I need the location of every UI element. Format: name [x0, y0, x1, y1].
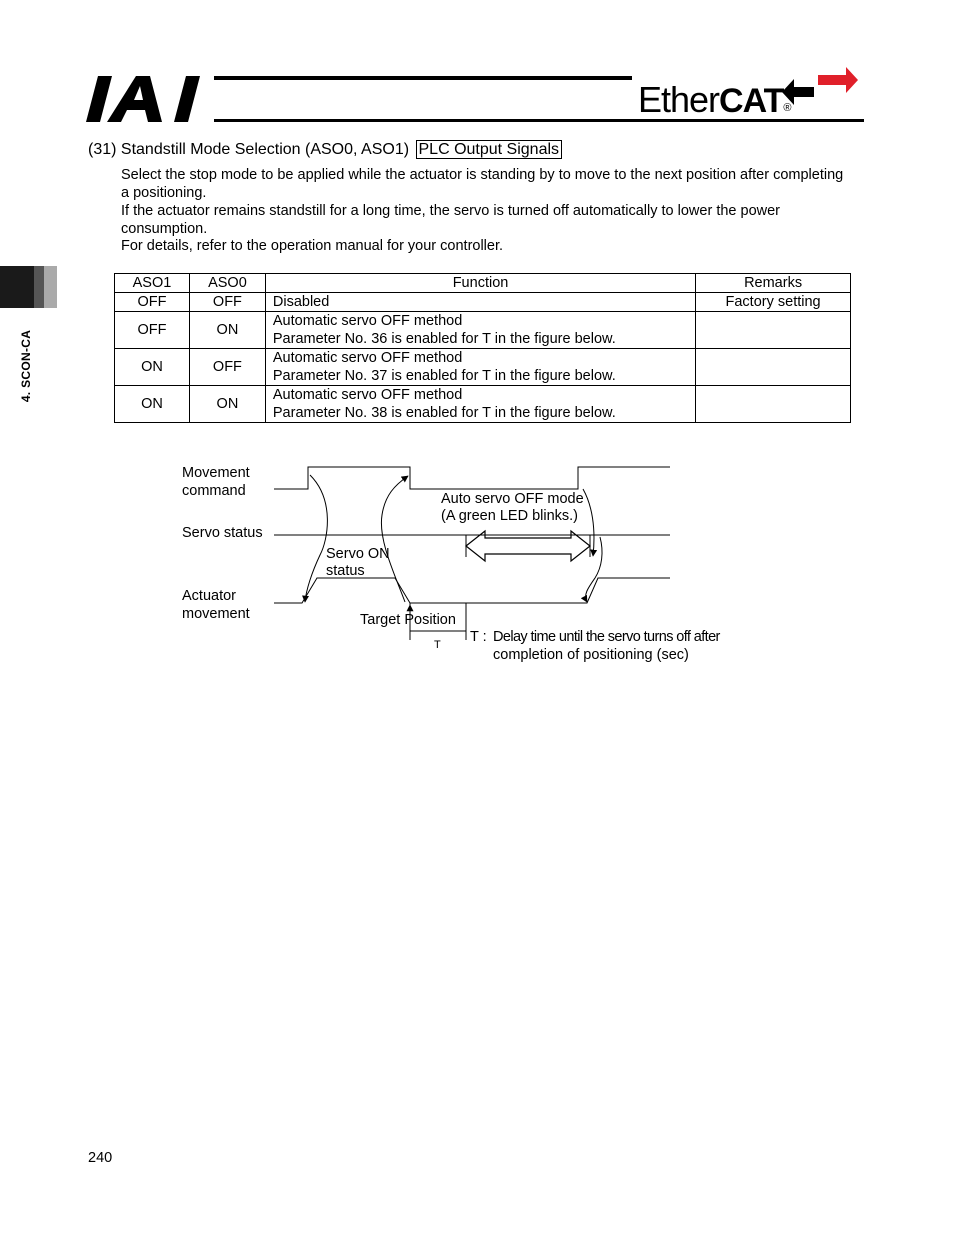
movement-command-signal: [274, 467, 670, 489]
ethercat-prefix: Ether: [638, 79, 720, 120]
servo-on-label: [326, 546, 390, 580]
actuator-movement-signal: [274, 578, 670, 603]
iai-logo: [86, 76, 208, 122]
label-line: (A green LED blinks.): [441, 508, 579, 524]
t-note-prefix: T :: [470, 629, 487, 645]
function-line: Automatic servo OFF method: [272, 350, 463, 366]
label-line: Movement: [182, 465, 250, 481]
table-header: Function: [265, 274, 695, 293]
function-table: [114, 273, 851, 423]
table-cell: Factory setting: [696, 293, 851, 312]
label-line: status: [326, 563, 365, 579]
paragraph: For details, refer to the operation manual for your controller.: [121, 238, 504, 254]
ethercat-logo: [638, 64, 864, 120]
table-cell: ON: [115, 386, 190, 423]
command-to-move-curve: [305, 475, 327, 602]
t-note-line2: completion of positioning (sec): [493, 647, 689, 663]
table-header: Remarks: [696, 274, 851, 293]
movement-command-label: [182, 465, 250, 500]
label-line: movement: [182, 606, 250, 622]
table-row: [115, 293, 851, 312]
side-tab-label: 4. SCON-CA: [19, 329, 33, 403]
table-row: [115, 349, 851, 386]
table-cell: ON: [189, 312, 265, 349]
target-position-label: Target Position: [360, 612, 456, 628]
table-cell: [696, 349, 851, 386]
table-cell: [265, 312, 695, 349]
side-tab-dark: [0, 266, 34, 308]
table-cell: OFF: [189, 293, 265, 312]
label-line: command: [182, 483, 246, 499]
table-header: ASO1: [115, 274, 190, 293]
function-line: Automatic servo OFF method: [272, 313, 463, 329]
move-to-command-curve: [381, 476, 408, 602]
servo-status-label: Servo status: [182, 525, 263, 541]
paragraph: Select the stop mode to be applied while the actuator is standing by to move to the next position after completing a positioning.: [121, 167, 844, 201]
ethercat-registered: ®: [783, 102, 792, 114]
table-row: [115, 386, 851, 423]
ethercat-suffix: CAT: [719, 82, 784, 120]
page-number: 240: [88, 1150, 113, 1166]
label-line: Auto servo OFF mode: [441, 491, 584, 507]
label-line: Actuator: [182, 588, 236, 604]
table-cell: [265, 386, 695, 423]
header-rule-top: [214, 76, 632, 80]
table-cell: ON: [115, 349, 190, 386]
table-cell: OFF: [189, 349, 265, 386]
actuator-movement-label: [182, 588, 250, 623]
section-title: Standstill Mode Selection (ASO0, ASO1): [120, 141, 410, 158]
table-cell: [696, 386, 851, 423]
table-cell: OFF: [115, 293, 190, 312]
function-line: Parameter No. 38 is enabled for T in the figure below.: [272, 405, 616, 421]
table-cell: ON: [189, 386, 265, 423]
paragraph: If the actuator remains standstill for a long time, the servo is turned off automatically to lower the power consumption.: [121, 203, 780, 237]
section-heading: [88, 141, 562, 159]
section-number: (31): [88, 141, 117, 158]
table-cell: [696, 312, 851, 349]
t-note-line1: Delay time until the servo turns off after: [493, 629, 720, 645]
side-tab-mid: [34, 266, 44, 308]
table-cell: Disabled: [265, 293, 695, 312]
label-line: Servo ON: [326, 546, 390, 562]
function-line: Parameter No. 37 is enabled for T in the figure below.: [272, 368, 616, 384]
t-marker-label: T: [434, 639, 441, 651]
side-tab-light: [44, 266, 57, 308]
delay-to-off-curve: [583, 489, 594, 556]
table-cell: OFF: [115, 312, 190, 349]
table-header: ASO0: [189, 274, 265, 293]
auto-servo-off-label: [441, 491, 584, 525]
function-line: Automatic servo OFF method: [272, 387, 463, 403]
table-cell: [265, 349, 695, 386]
table-row: [115, 312, 851, 349]
table-header-row: [115, 274, 851, 293]
function-line: Parameter No. 36 is enabled for T in the figure below.: [272, 331, 616, 347]
section-tag: PLC Output Signals: [416, 140, 563, 159]
